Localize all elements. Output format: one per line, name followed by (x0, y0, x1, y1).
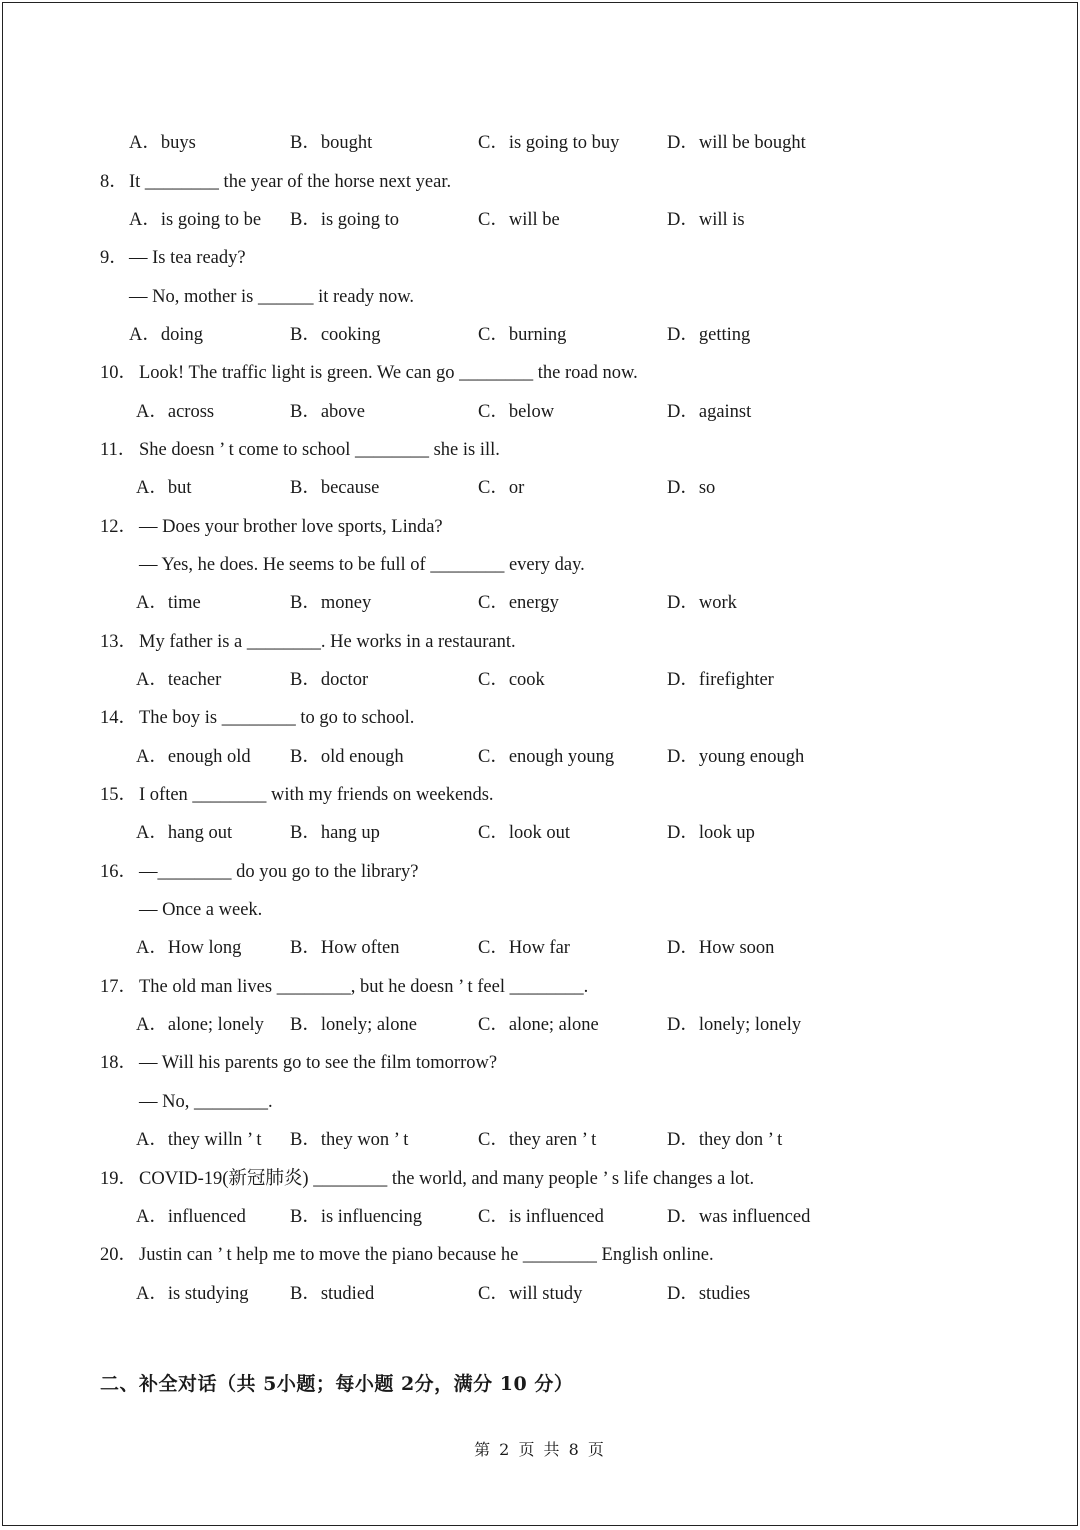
q18-question (3, 1044, 1077, 1082)
q12-text2: — Yes, he does. He seems to be full of ________ every day. (139, 555, 585, 575)
q13-text: My father is a ________. He works in a restaurant. (139, 632, 516, 652)
q19-question (3, 1160, 1077, 1198)
q12-text: — Does your brother love sports, Linda? (139, 517, 443, 537)
q16-question (3, 853, 1077, 891)
q11-options (3, 469, 1077, 507)
q20-number: 20． (100, 1245, 138, 1265)
q16-number: 16． (100, 862, 138, 882)
q12-reply (3, 546, 1077, 584)
q16-option-d[interactable]: D．How soon (667, 938, 775, 958)
q16-option-c[interactable]: C．How far (478, 938, 570, 958)
q14-text: The boy is ________ to go to school. (139, 708, 415, 728)
q13-option-a[interactable]: A．teacher (136, 670, 222, 690)
q8-option-d[interactable]: D．will is (667, 210, 745, 230)
q17-question (3, 968, 1077, 1006)
q10-option-d[interactable]: D．against (667, 402, 752, 422)
page-footer: 第 2 页 共 8 页 (474, 1440, 606, 1459)
q11-question (3, 431, 1077, 469)
q12-option-b[interactable]: B．money (290, 593, 372, 613)
q8-number: 8． (100, 172, 128, 192)
q9-question (3, 239, 1077, 277)
q15-number: 15． (100, 785, 138, 805)
q20-text: Justin can ’ t help me to move the piano because he ________ English online. (139, 1245, 714, 1265)
q18-text: — Will his parents go to see the film tomorrow? (139, 1053, 498, 1073)
q7-option-a[interactable]: A．buys (129, 133, 196, 153)
q10-number: 10． (100, 363, 138, 383)
q9-option-b[interactable]: B．cooking (290, 325, 381, 345)
q9-text2: — No, mother is ______ it ready now. (129, 287, 414, 307)
q18-option-a[interactable]: A．they willn ’ t (136, 1130, 262, 1150)
q17-number: 17． (100, 977, 138, 997)
q19-option-c[interactable]: C．is influenced (478, 1207, 604, 1227)
q17-options (3, 1006, 1077, 1044)
q8-option-a[interactable]: A．is going to be (129, 210, 262, 230)
q18-text2: — No, ________. (139, 1092, 273, 1112)
q9-option-c[interactable]: C．burning (478, 325, 567, 345)
q11-number: 11． (100, 440, 137, 460)
q18-option-b[interactable]: B．they won ’ t (290, 1130, 409, 1150)
q16-option-b[interactable]: B．How often (290, 938, 400, 958)
q19-option-a[interactable]: A．influenced (136, 1207, 246, 1227)
q14-option-d[interactable]: D．young enough (667, 747, 805, 767)
q19-option-b[interactable]: B．is influencing (290, 1207, 423, 1227)
q13-question (3, 623, 1077, 661)
q16-options (3, 929, 1077, 967)
q9-options (3, 316, 1077, 354)
q20-option-c[interactable]: C．will study (478, 1284, 583, 1304)
section-title: 二、补全对话（共 5小题；每小题 2分，满分 10 分） (100, 1373, 574, 1395)
q11-option-c[interactable]: C．or (478, 478, 525, 498)
q10-question (3, 354, 1077, 392)
q8-text: It ________ the year of the horse next year. (129, 172, 452, 192)
q14-option-a[interactable]: A．enough old (136, 747, 251, 767)
q10-option-b[interactable]: B．above (290, 402, 366, 422)
q15-option-a[interactable]: A．hang out (136, 823, 233, 843)
q19-option-d[interactable]: D．was influenced (667, 1207, 811, 1227)
q15-text: I often ________ with my friends on weekends. (139, 785, 494, 805)
q14-number: 14． (100, 708, 138, 728)
q17-text: The old man lives ________, but he doesn ’ t feel ________. (139, 977, 589, 997)
q10-option-a[interactable]: A．across (136, 402, 215, 422)
q10-options (3, 393, 1077, 431)
q14-option-c[interactable]: C．enough young (478, 747, 615, 767)
q20-option-b[interactable]: B．studied (290, 1284, 375, 1304)
q13-option-b[interactable]: B．doctor (290, 670, 369, 690)
q13-number: 13． (100, 632, 138, 652)
q19-text: COVID-19(新冠肺炎) ________ the world, and many people ’ s life changes a lot. (139, 1169, 755, 1189)
q15-option-d[interactable]: D．look up (667, 823, 755, 843)
q14-options (3, 738, 1077, 776)
q13-option-d[interactable]: D．firefighter (667, 670, 774, 690)
q20-option-a[interactable]: A．is studying (136, 1284, 249, 1304)
q8-question (3, 163, 1077, 201)
q9-option-a[interactable]: A．doing (129, 325, 204, 345)
q12-question (3, 508, 1077, 546)
q10-option-c[interactable]: C．below (478, 402, 555, 422)
q14-option-b[interactable]: B．old enough (290, 747, 404, 767)
q16-option-a[interactable]: A．How long (136, 938, 242, 958)
q8-option-c[interactable]: C．will be (478, 210, 560, 230)
q17-option-a[interactable]: A．alone; lonely (136, 1015, 264, 1035)
q18-reply (3, 1083, 1077, 1121)
q16-reply (3, 891, 1077, 929)
q13-option-c[interactable]: C．cook (478, 670, 545, 690)
q17-option-d[interactable]: D．lonely; lonely (667, 1015, 802, 1035)
q9-reply (3, 278, 1077, 316)
q9-number: 9． (100, 248, 128, 268)
q11-option-a[interactable]: A．but (136, 478, 192, 498)
exam-page (2, 2, 1078, 1526)
q11-option-d[interactable]: D．so (667, 478, 716, 498)
q15-option-b[interactable]: B．hang up (290, 823, 380, 843)
q18-number: 18． (100, 1053, 138, 1073)
q19-options (3, 1198, 1077, 1236)
q9-option-d[interactable]: D．getting (667, 325, 751, 345)
q12-option-a[interactable]: A．time (136, 593, 201, 613)
q7-option-b[interactable]: B．bought (290, 133, 373, 153)
q12-options (3, 584, 1077, 622)
q20-question (3, 1236, 1077, 1274)
q18-option-d[interactable]: D．they don ’ t (667, 1130, 783, 1150)
q11-text: She doesn ’ t come to school ________ she is ill. (139, 440, 500, 460)
q9-text: — Is tea ready? (129, 248, 246, 268)
q15-options (3, 814, 1077, 852)
q14-question (3, 699, 1077, 737)
q18-option-c[interactable]: C．they aren ’ t (478, 1130, 597, 1150)
q12-number: 12． (100, 517, 138, 537)
q10-text: Look! The traffic light is green. We can go ________ the road now. (139, 363, 638, 383)
q17-option-b[interactable]: B．lonely; alone (290, 1015, 417, 1035)
q15-question (3, 776, 1077, 814)
q13-options (3, 661, 1077, 699)
q15-option-c[interactable]: C．look out (478, 823, 570, 843)
q16-text: —________ do you go to the library? (139, 862, 419, 882)
q11-option-b[interactable]: B．because (290, 478, 380, 498)
q7-option-d[interactable]: D．will be bought (667, 133, 806, 153)
q12-option-d[interactable]: D．work (667, 593, 737, 613)
q20-options (3, 1275, 1077, 1313)
q16-text2: — Once a week. (139, 900, 263, 920)
q8-option-b[interactable]: B．is going to (290, 210, 399, 230)
q20-option-d[interactable]: D．studies (667, 1284, 751, 1304)
q17-option-c[interactable]: C．alone; alone (478, 1015, 599, 1035)
q19-number: 19． (100, 1169, 138, 1189)
q8-options (3, 201, 1077, 239)
q7-option-c[interactable]: C．is going to buy (478, 133, 620, 153)
q7-options (3, 124, 1077, 162)
q18-options (3, 1121, 1077, 1159)
q12-option-c[interactable]: C．energy (478, 593, 559, 613)
